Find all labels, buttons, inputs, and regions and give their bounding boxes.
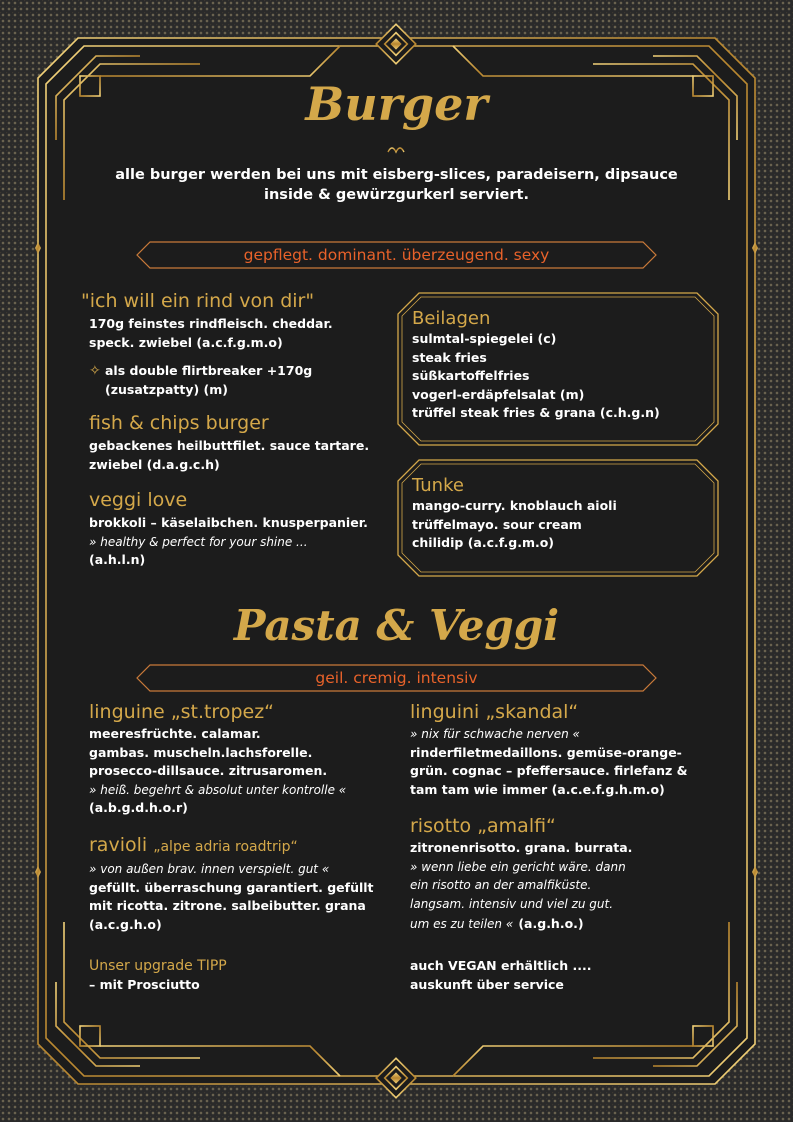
vegan-bold: VEGAN [448, 958, 497, 973]
item-desc-line: 170g feinstes rindfleisch. cheddar. [89, 316, 333, 331]
pasta-item-linguini [410, 701, 710, 799]
beilagen-item: süßkartoffelfries [412, 368, 530, 383]
pasta-banner-text: geil. cremig. intensiv [315, 669, 478, 687]
item-desc-line: meeresfrüchte. calamar. [89, 726, 261, 741]
vegan-prefix: auch [410, 958, 444, 973]
item-allergens: (a.h.l.n) [89, 552, 146, 567]
item-desc-line: prosecco-dillsauce. zitrusaromen. [89, 763, 328, 778]
item-desc-line: tam tam wie immer (a.c.e.f.g.h.m.o) [410, 781, 665, 797]
item-title: linguine „st.tropez“ [89, 701, 275, 723]
item-tagline: » von außen brav. innen verspielt. gut « [89, 862, 330, 876]
upgrade-tip [89, 957, 389, 995]
item-desc-line: grün. cognac – pfeffersauce. firlefanz & [410, 763, 688, 778]
beilagen-item: vogerl-erdäpfelsalat (m) [412, 386, 585, 402]
burger-banner [136, 241, 657, 269]
burger-intro [100, 165, 693, 205]
vegan-line1 [410, 957, 710, 976]
tunke-title: Tunke [412, 475, 464, 496]
burger-item-rind [81, 290, 381, 399]
item-tagline: langsam. intensiv und viel zu gut. [410, 896, 614, 911]
ravioli-name: ravioli [89, 834, 148, 856]
beilagen-title: Beilagen [412, 308, 491, 329]
item-desc-line: mit ricotta. zitrone. salbeibutter. grana [89, 898, 366, 913]
item-tagline: » healthy & perfect for your shine ... [89, 534, 308, 549]
double-option-line2: (zusatzpatty) (m) [105, 381, 229, 397]
item-tagline: um es zu teilen « [410, 917, 514, 931]
item-desc-line: rinderfiletmedaillons. gemüse-orange- [410, 744, 682, 760]
beilagen-item: trüffel steak fries & grana (c.h.g.n) [412, 405, 660, 420]
pasta-item-linguine [89, 701, 389, 818]
upgrade-text: – mit Prosciutto [89, 977, 200, 992]
item-tagline: » heiß. begehrt & absolut unter kontrolle « [89, 782, 347, 797]
vegan-suffix: erhältlich .... [500, 958, 592, 973]
item-desc-line: gebackenes heilbuttfilet. sauce tartare. [89, 438, 370, 453]
item-desc-line: zitronenrisotto. grana. burrata. [410, 840, 633, 855]
item-allergens: (a.b.g.d.h.o.r) [89, 800, 188, 815]
item-title: linguini „skandal“ [410, 701, 579, 723]
item-desc-line: zwiebel (d.a.g.c.h) [89, 456, 220, 472]
tunke-box [397, 459, 719, 577]
item-title: "ich will ein rind von dir" [81, 290, 315, 312]
tunke-item: mango-curry. knoblauch aioli [412, 498, 617, 513]
item-desc-line: gambas. muscheln.lachsforelle. [89, 744, 313, 760]
item-tagline: » nix für schwache nerven « [410, 727, 580, 741]
item-desc-line: brokkoli – käselaibchen. knusperpanier. [89, 515, 368, 530]
vegan-line2: auskunft über service [410, 976, 564, 992]
beilagen-item: steak fries [412, 349, 487, 365]
beilagen-box [397, 292, 719, 446]
beilagen-item: sulmtal-spiegelei (c) [412, 331, 557, 346]
item-tagline: ein risotto an der amalfiküste. [410, 878, 592, 892]
tunke-item: trüffelmayo. sour cream [412, 516, 582, 532]
item-desc-line: gefüllt. überraschung garantiert. gefüllt [89, 879, 374, 895]
burger-intro-line2: inside & gewürzgurkerl serviert. [264, 187, 529, 203]
sparkle-icon: ✧ [89, 363, 101, 379]
ravioli-subtitle: „alpe adria roadtrip“ [153, 839, 298, 855]
vegan-note [410, 957, 710, 994]
pasta-item-risotto [410, 815, 710, 934]
burger-banner-text: gepflegt. dominant. überzeugend. sexy [243, 246, 550, 264]
double-option [89, 362, 381, 399]
item-desc-line: (a.c.g.h.o) [89, 916, 162, 932]
item-title [89, 834, 389, 858]
item-title: veggi love [89, 489, 188, 511]
burger-item-fish [89, 412, 389, 474]
pasta-item-ravioli [89, 834, 389, 934]
risotto-last-line [410, 913, 710, 934]
burger-item-veggi [89, 489, 389, 570]
item-tagline: » wenn liebe ein gericht wäre. dann [410, 859, 626, 874]
pasta-title: Pasta & Veggi [233, 601, 560, 650]
burger-intro-line1: alle burger werden bei uns mit eisberg-slices, paradeisern, dipsauce [115, 167, 678, 183]
item-desc-line: speck. zwiebel (a.c.f.g.m.o) [89, 334, 283, 350]
double-option-line1: als double flirtbreaker +170g [105, 363, 313, 378]
item-title: risotto „amalfi“ [410, 815, 556, 837]
burger-title: Burger [305, 77, 488, 131]
pasta-banner [136, 664, 657, 692]
item-allergens: (a.g.h.o.) [518, 916, 584, 931]
item-title: fish & chips burger [89, 412, 269, 434]
upgrade-title: Unser upgrade TIPP [89, 958, 227, 974]
tunke-item: chilidip (a.c.f.g.m.o) [412, 535, 555, 550]
